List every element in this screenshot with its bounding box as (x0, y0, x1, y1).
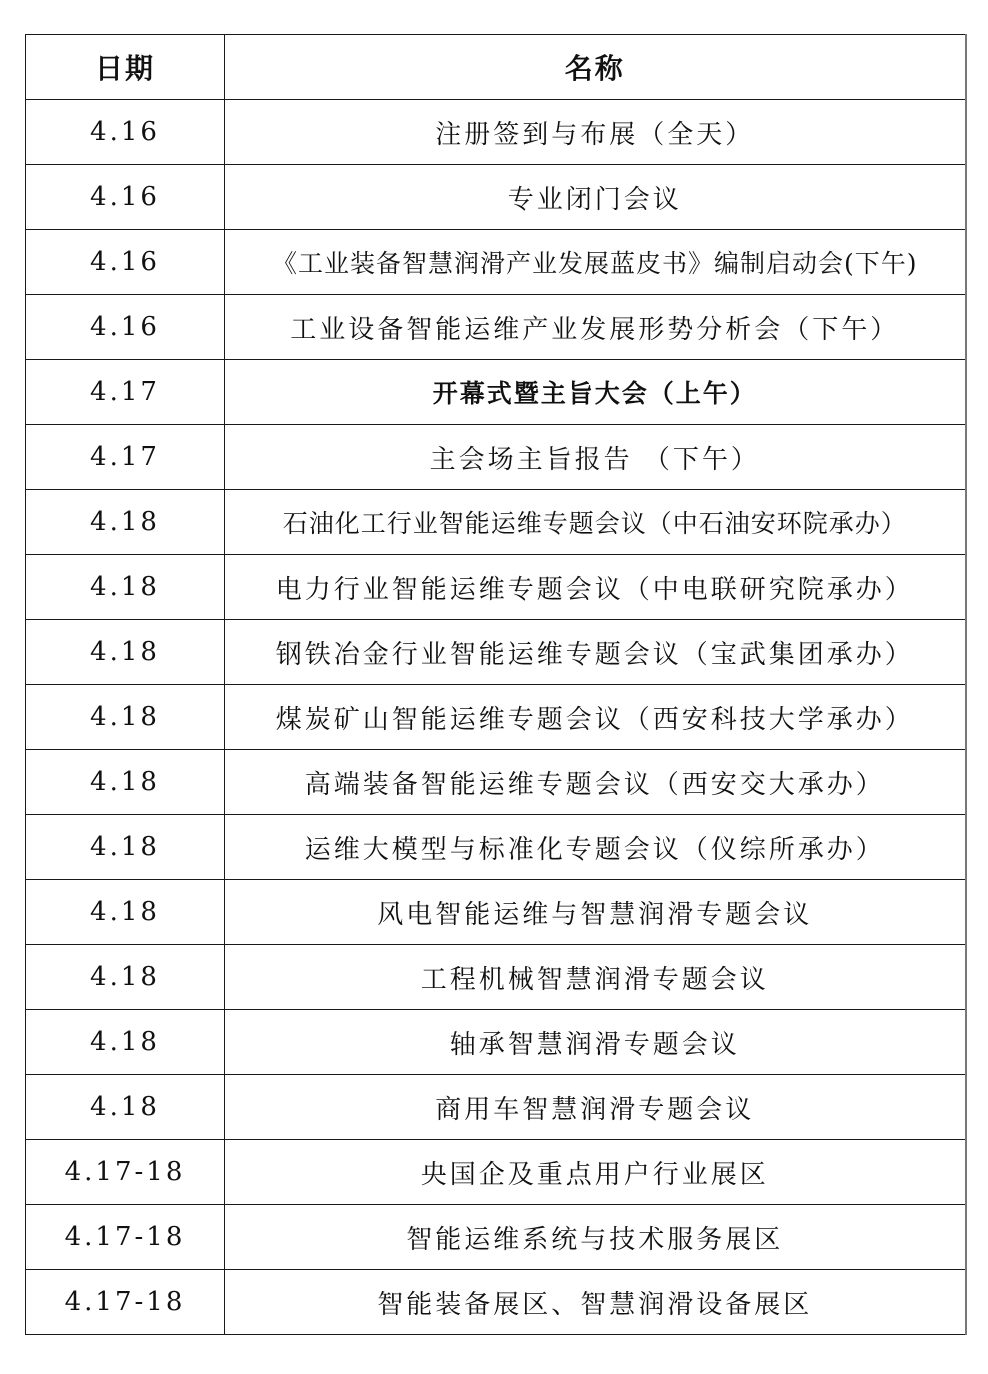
row-name: 专业闭门会议 (225, 165, 966, 230)
row-date: 4.18 (26, 880, 225, 945)
row-name: 钢铁冶金行业智能运维专题会议（宝武集团承办） (225, 620, 966, 685)
row-name: 轴承智慧润滑专题会议 (225, 1010, 966, 1075)
table-row (26, 620, 966, 685)
table-row (26, 165, 966, 230)
table-row (26, 880, 966, 945)
table-row (26, 295, 966, 360)
row-date: 4.16 (26, 230, 225, 295)
row-name: 风电智能运维与智慧润滑专题会议 (225, 880, 966, 945)
row-date: 4.17-18 (26, 1205, 225, 1270)
row-date: 4.17-18 (26, 1140, 225, 1205)
table-row (26, 100, 966, 165)
row-name: 电力行业智能运维专题会议（中电联研究院承办） (225, 555, 966, 620)
row-date: 4.18 (26, 1010, 225, 1075)
table-row (26, 945, 966, 1010)
table-row (26, 1140, 966, 1205)
table-row (26, 1010, 966, 1075)
row-name: 运维大模型与标准化专题会议（仪综所承办） (225, 815, 966, 880)
row-date: 4.17-18 (26, 1270, 225, 1335)
table-row (26, 490, 966, 555)
row-date: 4.18 (26, 685, 225, 750)
row-name: 智能运维系统与技术服务展区 (225, 1205, 966, 1270)
row-date: 4.18 (26, 945, 225, 1010)
table-row (26, 425, 966, 490)
row-date: 4.16 (26, 165, 225, 230)
schedule-table (25, 34, 967, 1335)
row-name: 煤炭矿山智能运维专题会议（西安科技大学承办） (225, 685, 966, 750)
row-name: 央国企及重点用户行业展区 (225, 1140, 966, 1205)
table-row (26, 815, 966, 880)
row-name: 智能装备展区、智慧润滑设备展区 (225, 1270, 966, 1335)
row-name: 石油化工行业智能运维专题会议（中石油安环院承办） (225, 490, 966, 555)
row-name: 主会场主旨报告 （下午） (225, 425, 966, 490)
table-row (26, 1270, 966, 1335)
row-name: 注册签到与布展（全天） (225, 100, 966, 165)
row-date: 4.18 (26, 1075, 225, 1140)
row-date: 4.16 (26, 295, 225, 360)
row-date: 4.16 (26, 100, 225, 165)
header-date: 日期 (26, 35, 225, 100)
row-date: 4.17 (26, 360, 225, 425)
row-date: 4.18 (26, 750, 225, 815)
header-row (26, 35, 966, 100)
table-row (26, 555, 966, 620)
row-date: 4.18 (26, 620, 225, 685)
row-date: 4.18 (26, 555, 225, 620)
row-name: 开幕式暨主旨大会（上午） (225, 360, 966, 425)
table-row (26, 685, 966, 750)
header-name: 名称 (225, 35, 966, 100)
row-name: 工程机械智慧润滑专题会议 (225, 945, 966, 1010)
table-row (26, 1205, 966, 1270)
row-date: 4.18 (26, 490, 225, 555)
table-row (26, 750, 966, 815)
table-body (26, 100, 966, 1335)
table-row (26, 360, 966, 425)
row-name: 工业设备智能运维产业发展形势分析会（下午） (225, 295, 966, 360)
row-name: 《工业装备智慧润滑产业发展蓝皮书》编制启动会(下午) (225, 230, 966, 295)
row-date: 4.17 (26, 425, 225, 490)
table-row (26, 1075, 966, 1140)
row-date: 4.18 (26, 815, 225, 880)
row-name: 高端装备智能运维专题会议（西安交大承办） (225, 750, 966, 815)
row-name: 商用车智慧润滑专题会议 (225, 1075, 966, 1140)
table-row (26, 230, 966, 295)
